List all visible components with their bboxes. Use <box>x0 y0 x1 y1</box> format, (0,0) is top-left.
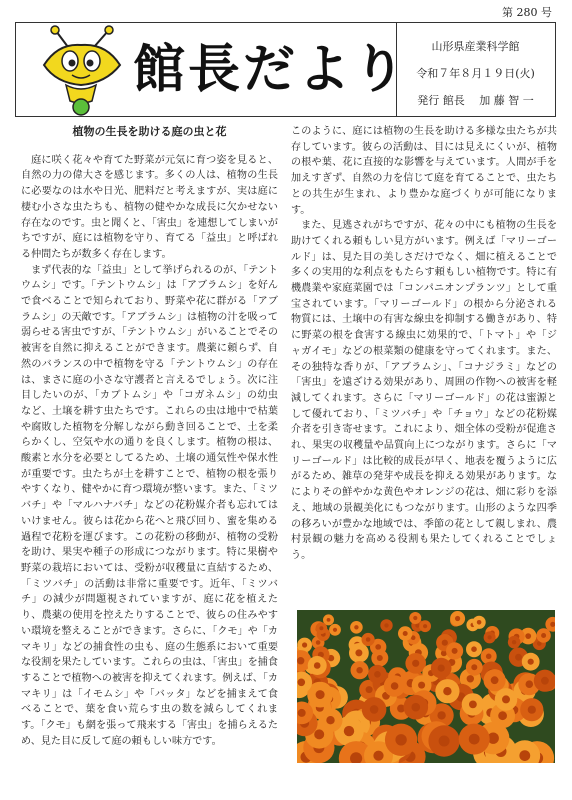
marigold-photo <box>297 610 555 763</box>
marigold-center <box>477 620 482 625</box>
marigold-center <box>374 671 381 678</box>
marigold-center <box>418 682 425 689</box>
marigold-center <box>491 676 499 684</box>
marigold-center <box>469 734 480 745</box>
marigold-center <box>384 623 388 627</box>
marigold-center <box>327 618 331 622</box>
marigold-center <box>498 711 507 720</box>
marigold-center <box>471 646 477 652</box>
marigold-center <box>413 616 417 620</box>
marigold-center <box>319 626 323 630</box>
article-title: 植物の生長を助ける庭の虫と花 <box>72 125 227 138</box>
marigold-center <box>344 726 354 736</box>
publisher-line: 発行 館長 加 藤 智 一 <box>417 94 534 107</box>
article-paragraph: また、見逃されがちですが、花々の中にも植物の生長を助けてくれる頼もしい見方がいます。例えば「マリーゴールド」は、見た目の美しさだけでなく、畑に植えることで多くの実用的な利点をもたらす頼もしい植物です。特に有機農業や家庭菜園では「コンパニオンプランツ」として重宝されています。「マリーゴールド」の根から分泌される物質には、土壌中の有害な線虫を抑制する働きがあり、特に野菜の根を食害する線虫に効果的で、「トマト」や「ジャガイモ」などの根菜類の健康を守ってくれます。また、その独特な香りが、「アブラムシ」、「コナジラミ」などの「害虫」を遠ざける効果があり、周囲の作物への被害を軽減してくれます。さらに「マリーゴールド」の花は蜜源として優れており、「ミツバチ」や「チョウ」などの花粉媒介者を引き寄せます。これにより、畑全体の受粉が促進され、果実の収穫量や品質向上につながります。さらに「マリーゴールド」は比較的成長が早く、地表を覆うように広がるため、雑草の発芽や成長を抑える効果があります。なによりその鮮やかな黄色やオレンジの花は、畑に彩りを添え、地域の景観美化にもつながります。山形のような四季の移ろいが豊かな地域では、季節の花として親しまれ、農村景観の魅力を高める役割も果たしてくれることでしょう。 <box>291 220 557 561</box>
marigold-center <box>302 642 307 647</box>
marigold-center <box>314 729 324 739</box>
newsletter-header <box>15 22 556 117</box>
issue-date: 令和７年８月１９日(火) <box>416 67 535 80</box>
marigold-center <box>471 664 477 670</box>
marigold-center <box>528 659 534 665</box>
marigold-center <box>437 711 445 719</box>
marigold-center <box>373 751 383 761</box>
organization-name: 山形県産業科学館 <box>431 40 520 53</box>
marigold-center <box>298 679 306 687</box>
marigold-center <box>356 667 362 673</box>
marigold-center <box>467 675 474 682</box>
marigold-center <box>326 716 334 724</box>
marigold-center <box>333 628 337 632</box>
marigold-center <box>452 648 458 654</box>
article-left-column <box>21 124 278 749</box>
marigold-center <box>314 662 321 669</box>
marigold-center <box>377 655 383 661</box>
marigold-center <box>366 686 373 693</box>
issue-number: 第 280 号 <box>502 6 552 19</box>
marigold-center <box>442 640 448 646</box>
marigold-center <box>512 640 516 644</box>
marigold-center <box>395 734 406 745</box>
marigold-center <box>423 624 427 628</box>
marigold-center <box>298 709 306 717</box>
marigold-center <box>370 705 379 714</box>
marigold-center <box>486 654 492 660</box>
marigold-center <box>354 625 358 629</box>
marigold-field-image <box>297 610 555 763</box>
marigold-center <box>366 637 371 642</box>
marigold-center <box>502 695 510 703</box>
marigold-center <box>316 690 325 699</box>
marigold-center <box>316 640 321 645</box>
marigold-center <box>519 750 530 761</box>
marigold-center <box>375 644 381 650</box>
article-right-column <box>291 124 557 564</box>
marigold-center <box>488 635 492 639</box>
marigold-center <box>443 687 451 695</box>
marigold-center <box>469 701 477 709</box>
marigold-center <box>412 660 419 667</box>
mascot-logo <box>36 25 126 117</box>
marigold-center <box>525 633 531 639</box>
marigold-center <box>541 677 549 685</box>
marigold-center <box>528 706 536 714</box>
marigold-center <box>526 680 534 688</box>
newsletter-title: 館長だより <box>133 40 409 100</box>
marigold-center <box>412 703 421 712</box>
marigold-center <box>355 649 362 656</box>
marigold-center <box>439 736 450 747</box>
marigold-center <box>541 633 546 638</box>
article-paragraph: 庭に咲く花々や育てた野菜が元気に育つ姿を見ると、自然の力の偉大さを感じます。多くの人は、植物の生長に必要なのは水や日光、肥料だと考えますが、実は庭に棲む小さな虫たちも、植物の健やかな成長に欠かせない存在なのです。虫と聞くと、「害虫」を連想してしまいがちですが、庭には植物を守り、育てる「益虫」と呼ばれる仲間たちが数多く存在します。 <box>21 154 278 260</box>
article-paragraph: まず代表的な「益虫」として挙げられるのが、「テントウムシ」です。「テントウムシ」は「アブラムシ」を好んで食べることで知られており、野菜や花に群がる「アブラムシ」の天敵です。「アブラムシ」は植物の汁を吸って弱らせる害虫ですが、「テントウムシ」がいることでその被害を自然に抑えることができます。農薬に頼らず、自然のバランスの中で植物を守る「テントウムシ」の存在は、まさに庭の小さな守護者と言えるでしょう。次に注目したいのが、「カブトムシ」や「コガネムシ」の幼虫など、土壌を耕す虫たちです。これらの虫は地中で枯葉や腐敗した植物を分解しながら動き回ることで、土を柔らかくし、空気や水の通りを良くします。植物の根は、酸素と水分を必要としてるため、土壌の通気性や保水性が重要です。虫たちが土を耕すことで、植物の根を張りやすくなり、健やかに育つ環境が整います。また、「ミツバチ」や「マルハナバチ」などの花粉媒介者も忘れてはいけません。彼らは花から花へと飛び回り、蜜を集める過程で花粉を運びます。この花粉の移動が、植物の受粉を助け、果実や種子の形成につながります。特に果樹や野菜の栽培においては、受粉が収穫量に直結するため、「ミツバチ」の活動は非常に重要です。近年、「ミツバチ」の減少が問題視されていますが、庭に花を植えたり、農薬の使用を控えたりすることで、彼らの住みやすい環境を整えることができます。さらに、「クモ」や「カマキリ」などの捕食性の虫も、庭の生態系において重要な役割を果たしています。これらの虫は、「害虫」を捕食することで植物への被害を抑えてくれます。例えば、「カマキリ」は「イモムシ」や「バッタ」などを捕まえて食べることで、葉を食い荒らす虫の数を減らしてくれます。「クモ」も網を張って飛来する「害虫」を捕らえるため、見た目に反して庭の頼もしい味方です。 <box>21 264 278 747</box>
marigold-center <box>515 654 522 661</box>
marigold-center <box>403 631 408 636</box>
marigold-center <box>455 616 460 621</box>
marigold-center <box>297 657 304 664</box>
marigold-center <box>438 665 445 672</box>
marigold-center <box>391 682 399 690</box>
article-paragraph: このように、庭には植物の生長を助ける多様な虫たちが共存しています。彼らの活動は、目には見えにくいが、植物の根や葉、花に直接的な影響を与えています。人間が手を加えすぎず、自然の力を信じて庭を育てることで、虫たちとの共生が生まれ、より豊かな庭づくりが可能になります。 <box>291 126 557 216</box>
